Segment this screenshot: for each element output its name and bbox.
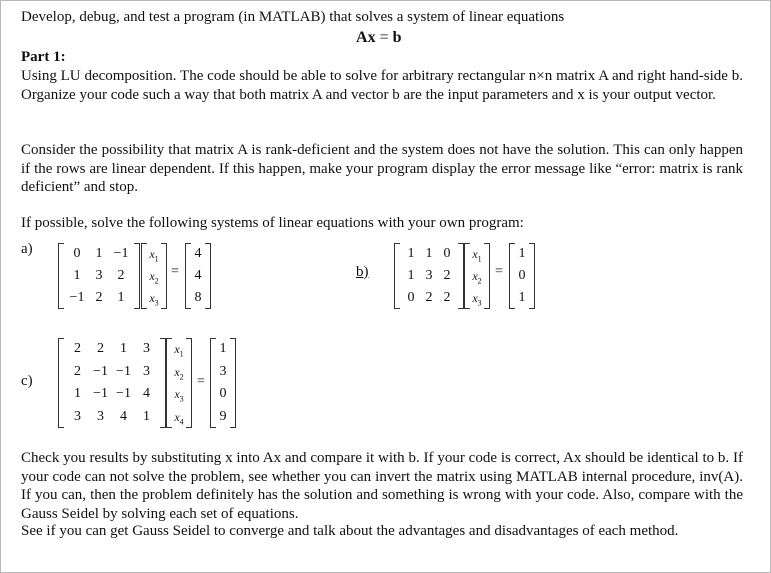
part-title: Part 1: <box>21 49 66 65</box>
system-a-label: a) <box>21 241 33 257</box>
matrix-c-cell: 3 <box>97 408 104 424</box>
rhs-a-entry: 4 <box>194 246 202 261</box>
unknown-c-entry: $x_2$ <box>174 364 184 382</box>
unknown-a-entry: $x_1$ <box>149 247 159 264</box>
system-b-label: b) <box>356 264 369 280</box>
paragraph-systems-intro: If possible, solve the following systems of linear equations with your own program: <box>21 215 524 231</box>
paragraph-rank: Consider the possibility that matrix A is rank-deficient and the system does not have the solution. This can only happen if the rows are linear dependent. If this happen, make your program display the error message like “error: matrix is rank deficient” and stop. <box>21 142 743 196</box>
matrix-c-cell: −1 <box>93 386 108 402</box>
matrix-a-cell: 1 <box>95 246 103 261</box>
unknown-c-entry: $x_1$ <box>174 342 184 359</box>
matrix-b-cell: 2 <box>425 290 433 305</box>
intro-text: Develop, debug, and test a program (in MATLAB) that solves a system of linear equations <box>21 9 565 25</box>
equation-equals: = <box>375 29 393 46</box>
matrix-a-cell: 0 <box>73 246 81 261</box>
paragraph-check: Check you results by substituting x into Ax and compare it with b. If your code is correct, Ax should be identical to b. If your code can not solve the problem, see whether you can invert the matrix using MATLAB internal procedure, inv(A). If you can, then the problem definitely has the solution and something is wrong with your code. Also, compare with the Gauss Seidel by solving each set of equations. <box>21 450 743 523</box>
matrix-b-cell: 1 <box>407 268 415 283</box>
matrix-b-cell: 1 <box>407 246 415 261</box>
vector-c-unknowns <box>166 338 192 428</box>
matrix-a-cell: 3 <box>95 268 103 283</box>
matrix-a-cell: −1 <box>113 246 129 261</box>
unknown-b-entry: $x_3$ <box>472 291 482 308</box>
matrix-b-cell: 1 <box>425 246 433 261</box>
matrix-b-cell: 0 <box>443 246 451 261</box>
rhs-c-entry: 0 <box>219 386 227 402</box>
vector-b-rhs <box>509 243 535 309</box>
matrix-c-cell: 1 <box>74 386 81 402</box>
matrix-a-cell: 1 <box>117 290 125 305</box>
system-c-equals: = <box>197 374 205 389</box>
vector-a-unknowns <box>141 243 167 309</box>
paragraph-gauss-seidel: See if you can get Gauss Seidel to converge and talk about the advantages and disadvantages of each method. <box>21 523 679 539</box>
matrix-c-cell: 3 <box>143 341 150 357</box>
system-c-label: c) <box>21 373 33 389</box>
matrix-c-cell: 2 <box>74 363 81 379</box>
vector-a-rhs <box>185 243 211 309</box>
matrix-c-cell: 3 <box>143 363 150 379</box>
matrix-a-cell: 1 <box>73 268 81 283</box>
matrix-c-cell: −1 <box>116 386 131 402</box>
matrix-b-cell: 2 <box>443 290 451 305</box>
matrix-c-cell: −1 <box>116 363 131 379</box>
rhs-a-entry: 8 <box>194 290 202 305</box>
system-b-equals: = <box>495 264 503 279</box>
matrix-b-coefficients <box>394 243 464 309</box>
rhs-c-entry: 9 <box>219 408 227 424</box>
main-equation <box>356 29 402 47</box>
matrix-a-cell: 2 <box>117 268 125 283</box>
vector-c-rhs <box>210 338 236 428</box>
matrix-c-cell: 2 <box>74 341 81 357</box>
matrix-c-cell: 2 <box>97 341 104 357</box>
matrix-b-cell: 3 <box>425 268 433 283</box>
rhs-b-entry: 0 <box>518 268 526 283</box>
matrix-c-cell: 4 <box>143 386 150 402</box>
matrix-c-cell: −1 <box>93 363 108 379</box>
matrix-b-cell: 0 <box>407 290 415 305</box>
matrix-c-cell: 3 <box>74 408 81 424</box>
unknown-a-entry: $x_3$ <box>149 291 159 308</box>
system-a-equals: = <box>171 264 179 279</box>
vector-b-unknowns <box>464 243 490 309</box>
matrix-a-cell: −1 <box>69 290 85 305</box>
rhs-a-entry: 4 <box>194 268 202 283</box>
unknown-b-entry: $x_2$ <box>472 269 482 286</box>
equation-A: A <box>356 29 368 46</box>
matrix-c-cell: 4 <box>120 408 127 424</box>
unknown-b-entry: $x_1$ <box>472 247 482 264</box>
unknown-c-entry: $x_4$ <box>174 409 184 427</box>
matrix-c-cell: 1 <box>143 408 150 424</box>
rhs-c-entry: 3 <box>219 363 227 379</box>
rhs-b-entry: 1 <box>518 246 526 261</box>
unknown-a-entry: $x_2$ <box>149 269 159 286</box>
equation-x: x <box>367 29 376 46</box>
matrix-c-coefficients <box>58 338 166 428</box>
unknown-c-entry: $x_3$ <box>174 387 184 404</box>
equation-b: b <box>392 29 402 46</box>
matrix-a-coefficients <box>58 243 140 309</box>
matrix-a-cell: 2 <box>95 290 103 305</box>
rhs-c-entry: 1 <box>219 341 227 357</box>
rhs-b-entry: 1 <box>518 290 526 305</box>
matrix-b-cell: 2 <box>443 268 451 283</box>
matrix-c-cell: 1 <box>120 341 127 357</box>
paragraph-lu: Using LU decomposition. The code should be able to solve for arbitrary rectangular n×n matrix A and right hand-side b. Organize your code such a way that both matrix A and vector b are the input parameters and x is your output vector. <box>21 68 743 103</box>
